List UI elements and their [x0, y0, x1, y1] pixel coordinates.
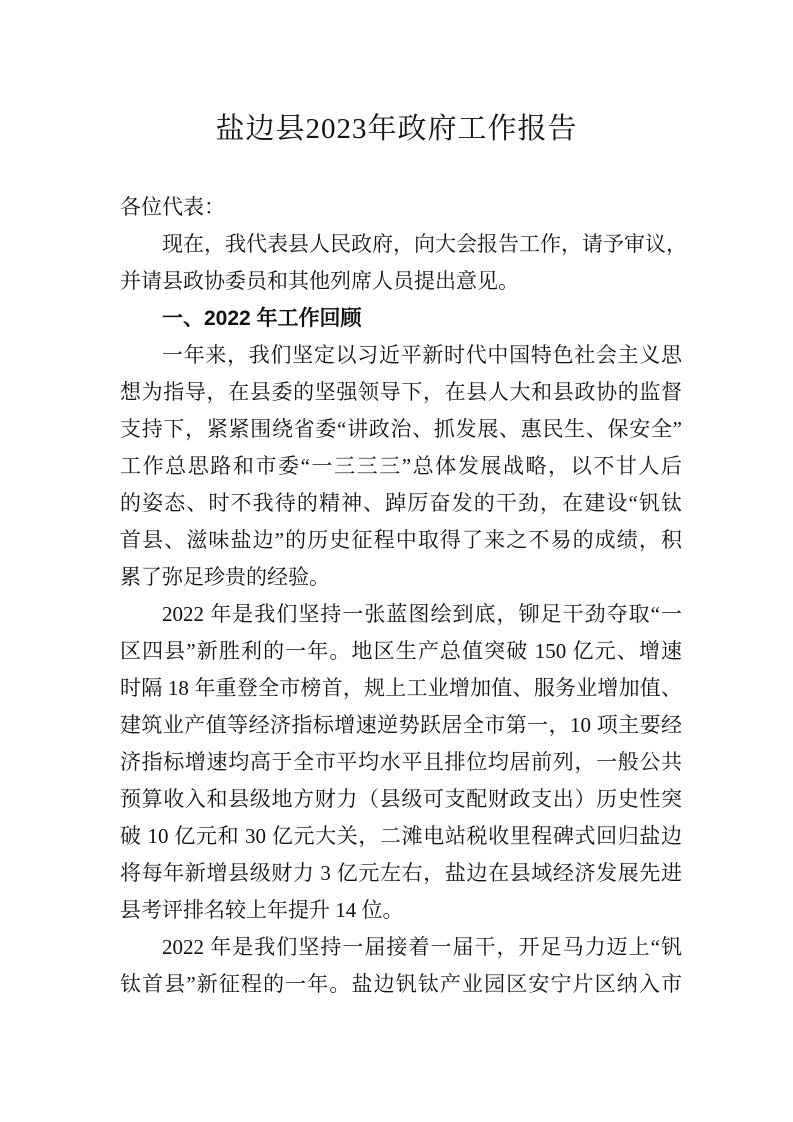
paragraph-line: 县考评排名较上年提升 14 位。: [120, 898, 404, 922]
paragraph-line: 想为指导，在县委的坚强领导下，在县人大和县政协的监督: [120, 380, 682, 404]
paragraph-line: 支持下，紧紧围绕省委“讲政治、抓发展、惠民生、保安全”: [120, 417, 682, 441]
paragraph-line: 时隔 18 年重登全市榜首，规上工业增加值、服务业增加值、: [120, 676, 682, 700]
salutation: 各位代表：: [120, 195, 225, 219]
paragraph-line: 累了弥足珍贵的经验。: [120, 565, 330, 589]
paragraph-line: 区四县”新胜利的一年。地区生产总值突破 150 亿元、增速: [120, 639, 682, 663]
paragraph-line: 破 10 亿元和 30 亿元大关，二滩电站税收里程碑式回归盐边: [120, 824, 682, 848]
paragraph-line: 工作总思路和市委“一三三三”总体发展战略，以不甘人后: [120, 454, 682, 478]
paragraph-line: 2022 年是我们坚持一张蓝图绘到底，铆足干劲夺取“一: [162, 602, 682, 626]
paragraph-line: 现在，我代表县人民政府，向大会报告工作，请予审议，: [162, 232, 687, 256]
paragraph-line: 首县、滋味盐边”的历史征程中取得了来之不易的成绩，积: [120, 528, 682, 552]
paragraph-line: 济指标增速均高于全市平均水平且排位均居前列，一般公共: [120, 750, 682, 774]
paragraph-line: 预算收入和县级地方财力（县级可支配财政支出）历史性突: [120, 787, 682, 811]
document-body: [120, 189, 687, 1003]
document-title: 盐边县2023年政府工作报告: [215, 113, 578, 145]
paragraph-line: 2022 年是我们坚持一届接着一届干，开足马力迈上“钒: [162, 935, 682, 959]
paragraph-line: 一年来，我们坚定以习近平新时代中国特色社会主义思: [162, 343, 682, 367]
paragraph-line: 的姿态、时不我待的精神、踔厉奋发的干劲，在建设“钒钛: [120, 491, 682, 515]
section-heading: 一、2022 年工作回顾: [162, 307, 362, 330]
paragraph-line: 将每年新增县级财力 3 亿元左右，盐边在县域经济发展先进: [120, 861, 682, 885]
paragraph-line: 建筑业产值等经济指标增速逆势跃居全市第一，10 项主要经: [120, 713, 682, 737]
paragraph-line: 并请县政协委员和其他列席人员提出意见。: [120, 269, 519, 293]
paragraph-line: 钛首县”新征程的一年。盐边钒钛产业园区安宁片区纳入市: [120, 972, 682, 996]
